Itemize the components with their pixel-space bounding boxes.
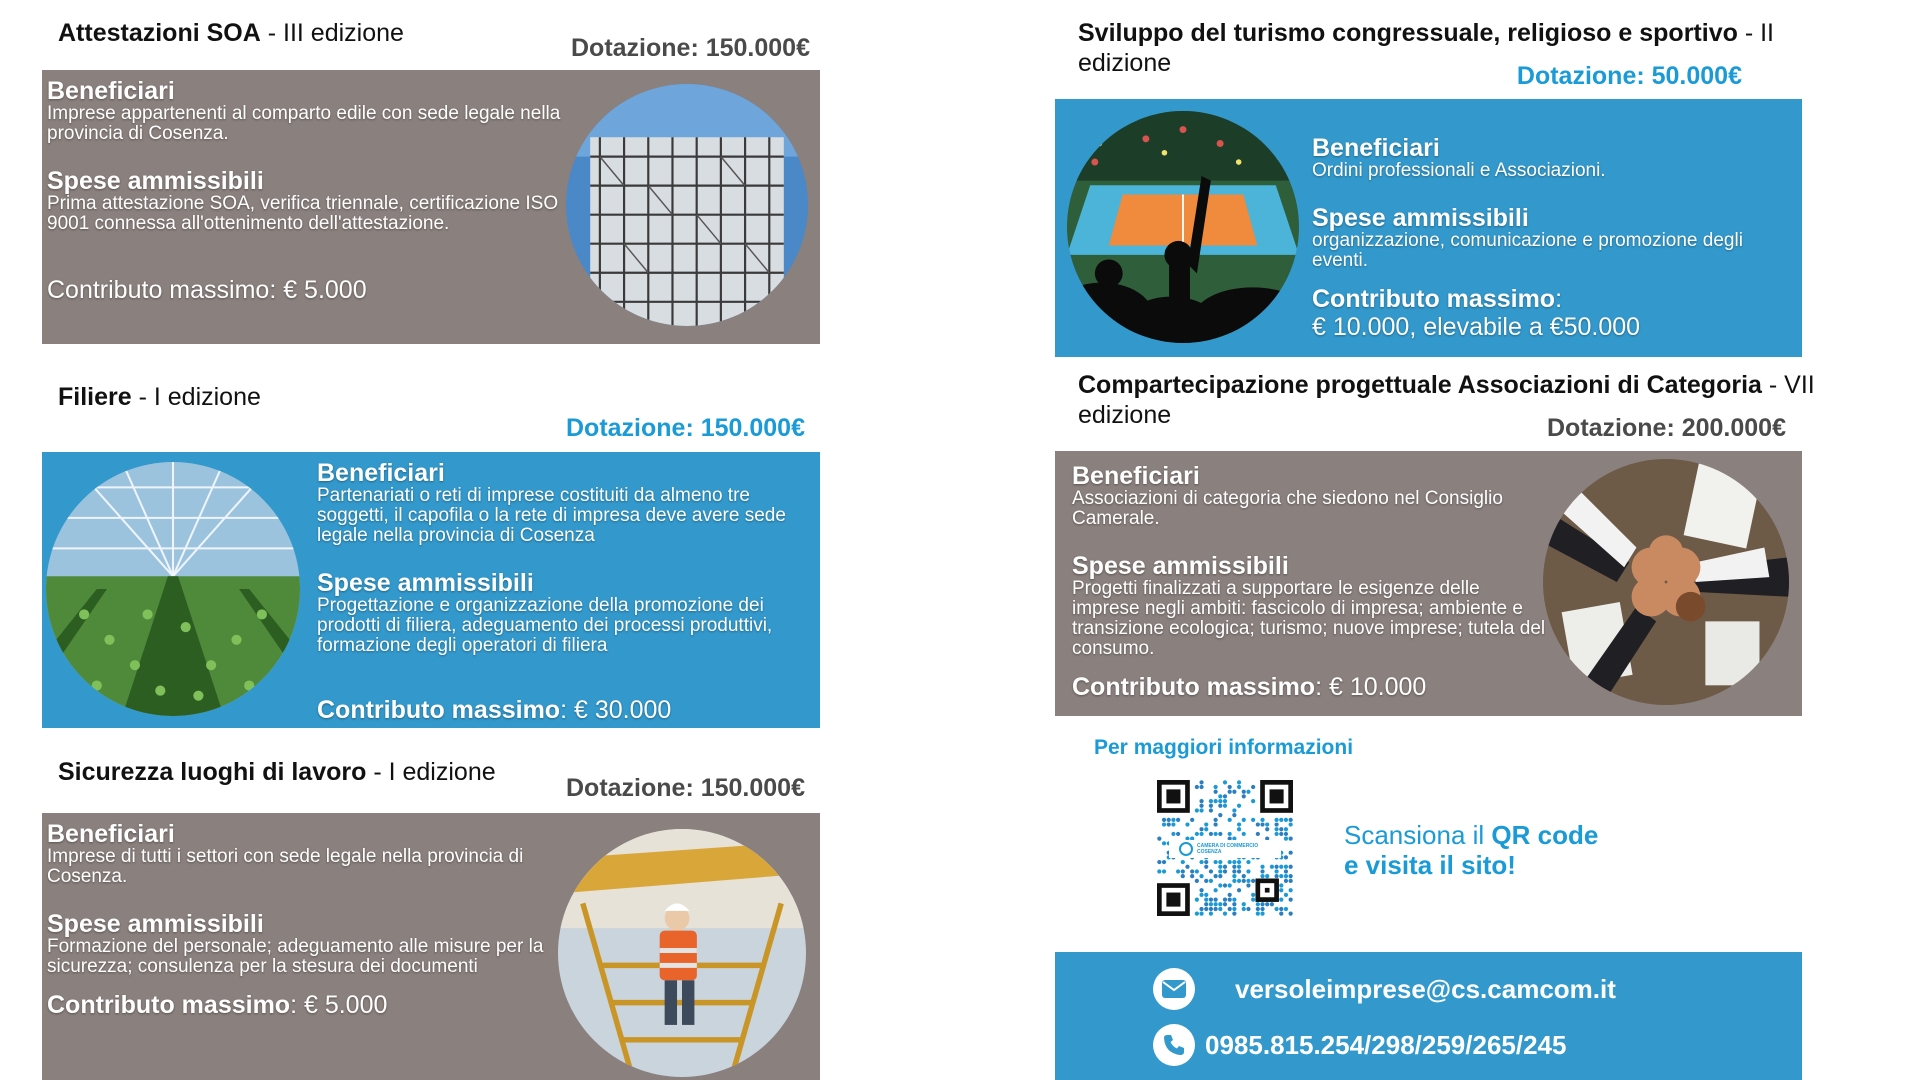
sicurezza-spese-label: Spese ammissibili bbox=[47, 910, 264, 938]
sicurezza-panel bbox=[42, 813, 820, 1080]
chamber-logo-icon bbox=[1179, 842, 1193, 856]
soa-panel bbox=[42, 70, 820, 344]
qr-code[interactable] bbox=[1157, 780, 1293, 916]
filiere-beneficiari-label: Beneficiari bbox=[317, 459, 445, 487]
turismo-contributo bbox=[1312, 285, 1792, 313]
filiere-contributo-label: Contributo massimo bbox=[317, 696, 561, 724]
email-row[interactable] bbox=[1153, 968, 1616, 1010]
filiere-heading bbox=[58, 382, 261, 412]
sicurezza-edition: - I edizione bbox=[366, 758, 496, 786]
turismo-contributo-label: Contributo massimo bbox=[1312, 285, 1556, 313]
turismo-beneficiari-label: Beneficiari bbox=[1312, 134, 1440, 162]
turismo-edition: - II edizione bbox=[1078, 19, 1774, 77]
turismo-contributo-value: : bbox=[1555, 285, 1563, 313]
turismo-beneficiari-text: Ordini professionali e Associazioni. bbox=[1312, 160, 1606, 181]
scan-text bbox=[1344, 820, 1598, 880]
associazioni-text-block bbox=[1072, 463, 1552, 701]
qr-logo-badge bbox=[1169, 840, 1281, 858]
email-link[interactable]: versoleimprese@cs.camcom.it bbox=[1235, 973, 1616, 1004]
filiere-spese-label: Spese ammissibili bbox=[317, 569, 534, 597]
qr-caption-line2: COSENZA bbox=[1197, 849, 1222, 855]
safety-worker-photo bbox=[558, 829, 806, 1077]
stadium-crowd-photo bbox=[1067, 111, 1299, 343]
turismo-spese-label: Spese ammissibili bbox=[1312, 204, 1529, 232]
associazioni-contributo-value: : € 10.000 bbox=[1315, 673, 1427, 701]
phone-number[interactable]: 0985.815.254/298/259/265/245 bbox=[1205, 1029, 1567, 1060]
turismo-spese-text: organizzazione, comunicazione e promozione degli eventi. bbox=[1312, 230, 1743, 271]
filiere-title: Filiere bbox=[58, 383, 132, 411]
soa-title: Attestazioni SOA bbox=[58, 19, 261, 47]
sicurezza-text-block bbox=[47, 821, 567, 1019]
associazioni-dotazione: Dotazione: 200.000€ bbox=[1547, 414, 1786, 442]
sicurezza-beneficiari-text: Imprese di tutti i settori con sede legale nella provincia di Cosenza. bbox=[47, 846, 524, 887]
phone-icon bbox=[1153, 1024, 1195, 1066]
filiere-edition: - I edizione bbox=[131, 383, 261, 411]
filiere-beneficiari-text: Partenariati o reti di imprese costituiti da almeno tre soggetti, il capofila o la rete di impresa deve avere sede legale nella provincia di Cosenza bbox=[317, 485, 786, 546]
sicurezza-contributo-label: Contributo massimo bbox=[47, 991, 291, 1019]
turismo-title: Sviluppo del turismo congressuale, religioso e sportivo bbox=[1078, 19, 1738, 47]
associazioni-panel bbox=[1055, 451, 1802, 716]
soa-heading bbox=[58, 18, 404, 48]
turismo-contributo-line2: € 10.000, elevabile a €50.000 bbox=[1312, 313, 1641, 341]
associazioni-beneficiari-label: Beneficiari bbox=[1072, 462, 1200, 490]
soa-beneficiari-text: Imprese appartenenti al comparto edile con sede legale nella provincia di Cosenza. bbox=[47, 103, 561, 144]
filiere-contributo bbox=[317, 696, 817, 724]
soa-contributo bbox=[47, 276, 567, 304]
soa-contributo-value: : € 5.000 bbox=[269, 276, 367, 304]
associazioni-beneficiari-text: Associazioni di categoria che siedono nel Consiglio Camerale. bbox=[1072, 488, 1503, 529]
sicurezza-beneficiari-label: Beneficiari bbox=[47, 820, 175, 848]
soa-spese-text: Prima attestazione SOA, verifica triennale, certificazione ISO 9001 connessa all'ottenimento dell'attestazione. bbox=[47, 193, 559, 234]
associazioni-spese-text: Progetti finalizzati a supportare le esigenze delle imprese negli ambiti: fascicolo di impresa; ambiente e transizione ecologica; turismo; nuove imprese; tutela del consumo. bbox=[1072, 578, 1546, 659]
soa-text-block bbox=[47, 78, 567, 304]
soa-contributo-label: Contributo massimo bbox=[47, 276, 270, 304]
qr-caption-line1: CAMERA DI COMMERCIO bbox=[1197, 843, 1259, 849]
sicurezza-contributo bbox=[47, 991, 567, 1019]
contact-panel bbox=[1055, 952, 1802, 1080]
soa-beneficiari-label: Beneficiari bbox=[47, 77, 175, 105]
filiere-text-block bbox=[317, 460, 817, 724]
sicurezza-spese-text: Formazione del personale; adeguamento alle misure per la sicurezza; consulenza per la stesura dei documenti bbox=[47, 936, 544, 977]
scan-line1 bbox=[1344, 820, 1598, 850]
scan-line2: e visita il sito! bbox=[1344, 850, 1516, 880]
associazioni-contributo bbox=[1072, 673, 1552, 701]
turismo-dotazione: Dotazione: 50.000€ bbox=[1516, 62, 1742, 90]
soa-spese-label: Spese ammissibili bbox=[47, 167, 264, 195]
envelope-icon bbox=[1153, 968, 1195, 1010]
turismo-text-block bbox=[1312, 135, 1792, 341]
filiere-contributo-value: : € 30.000 bbox=[560, 696, 672, 724]
sicurezza-heading bbox=[58, 757, 496, 787]
scaffolding-photo bbox=[566, 84, 808, 326]
associazioni-title: Compartecipazione progettuale Associazioni di Categoria bbox=[1078, 371, 1762, 399]
scan-line1-bold: QR code bbox=[1491, 820, 1599, 850]
sicurezza-title: Sicurezza luoghi di lavoro bbox=[58, 758, 367, 786]
filiere-dotazione: Dotazione: 150.000€ bbox=[566, 414, 805, 442]
sicurezza-dotazione: Dotazione: 150.000€ bbox=[566, 774, 805, 802]
info-label: Per maggiori informazioni bbox=[1094, 736, 1354, 759]
greenhouse-photo bbox=[46, 462, 300, 716]
fist-bump-photo bbox=[1543, 459, 1789, 705]
soa-edition: - III edizione bbox=[260, 19, 404, 47]
phone-row[interactable] bbox=[1153, 1024, 1566, 1066]
sicurezza-contributo-value: : € 5.000 bbox=[290, 991, 388, 1019]
associazioni-edition: - VII edizione bbox=[1078, 371, 1815, 429]
associazioni-spese-label: Spese ammissibili bbox=[1072, 552, 1289, 580]
associazioni-contributo-label: Contributo massimo bbox=[1072, 673, 1316, 701]
turismo-panel bbox=[1055, 99, 1802, 357]
filiere-spese-text: Progettazione e organizzazione della promozione dei prodotti di filiera, adeguamento dei processi produttivi, formazione degli operatori di filiera bbox=[317, 595, 773, 656]
filiere-panel bbox=[42, 452, 820, 728]
soa-dotazione: Dotazione: 150.000€ bbox=[571, 34, 810, 62]
qr-logo-caption bbox=[1197, 843, 1258, 855]
scan-line1-light: Scansiona il bbox=[1344, 820, 1492, 850]
